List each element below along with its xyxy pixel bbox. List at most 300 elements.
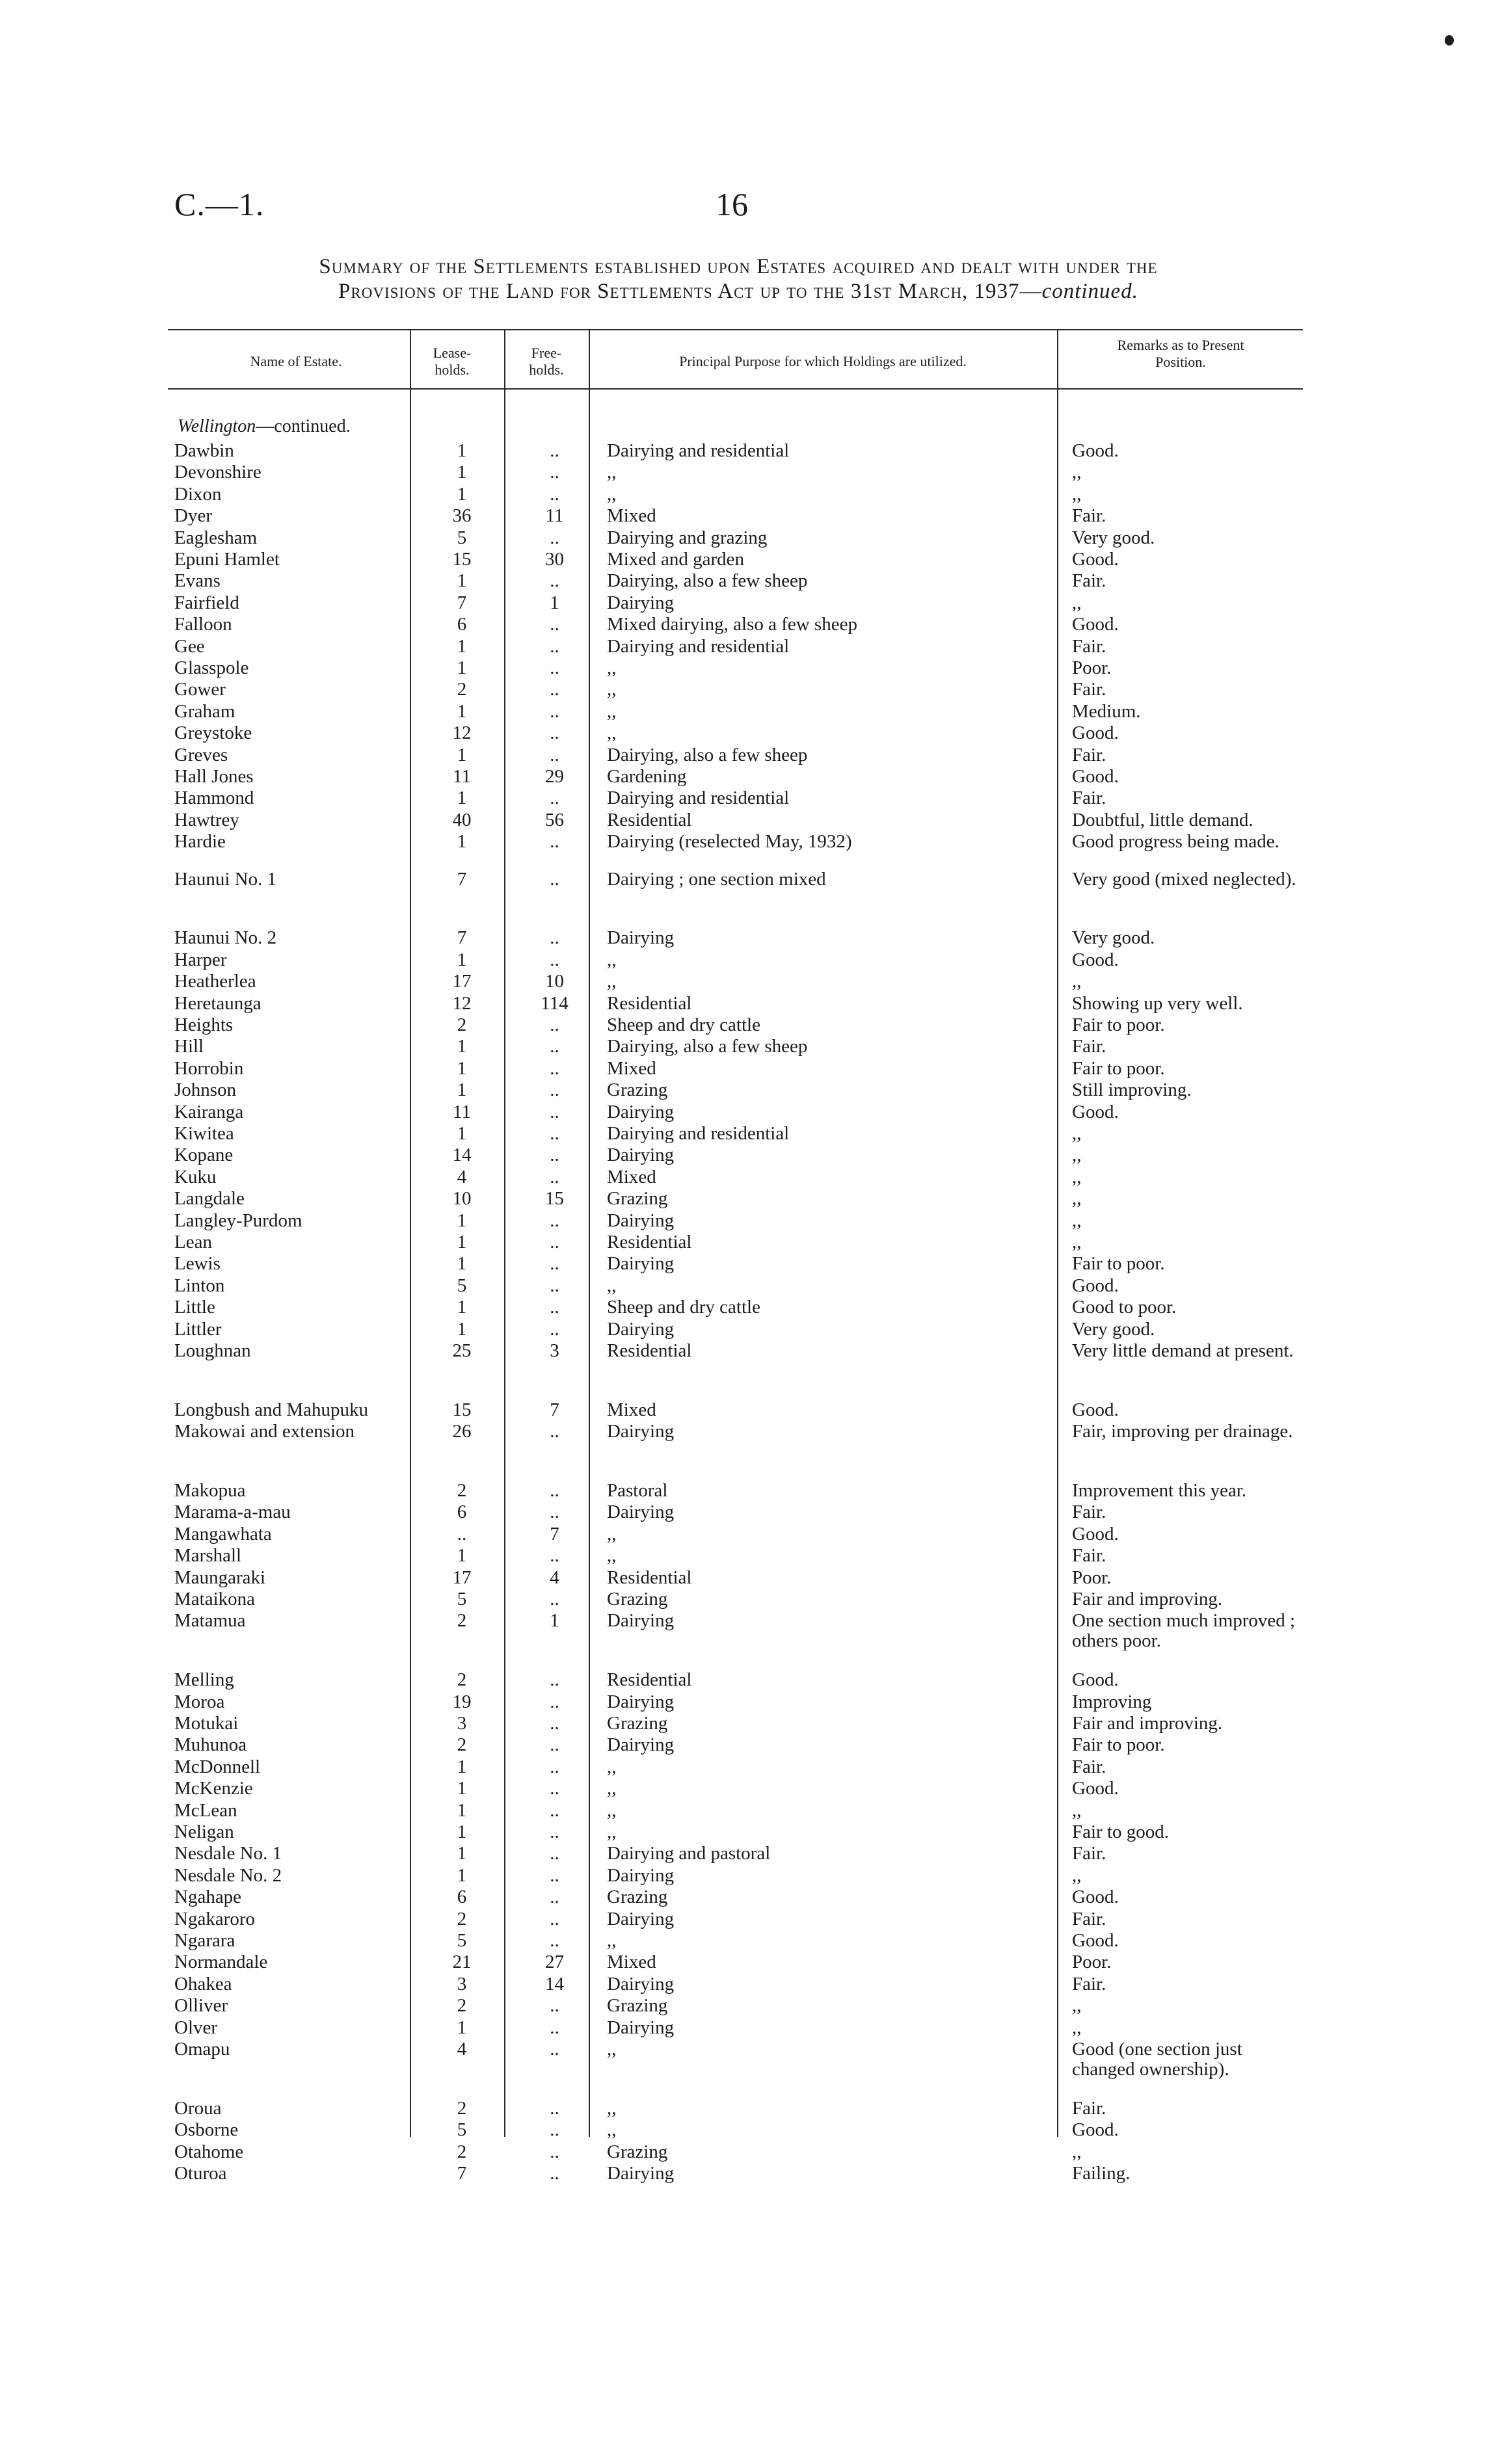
remarks: Fair. — [1072, 635, 1106, 657]
freeholds-count: .. — [550, 1275, 559, 1296]
leaseholds-count: 2 — [457, 1480, 467, 1501]
remarks: Fair. — [1072, 788, 1106, 809]
freeholds-count: .. — [550, 1318, 559, 1340]
remarks: Fair. — [1072, 1908, 1106, 1929]
remarks: ,, — [1072, 1210, 1082, 1231]
leaseholds-count: 10 — [452, 1188, 472, 1210]
remarks: Good. — [1072, 549, 1119, 570]
leaseholds-count: 1 — [457, 831, 467, 853]
estate-name: Heatherlea — [174, 971, 256, 992]
principal-purpose: Mixed — [607, 1399, 656, 1420]
freeholds-count: .. — [550, 657, 559, 678]
remarks: ,, — [1072, 2017, 1082, 2038]
remarks: Good. — [1072, 949, 1119, 970]
leaseholds-count: 1 — [457, 1253, 467, 1275]
freeholds-count: .. — [550, 1101, 559, 1122]
remarks: Good. — [1072, 1778, 1119, 1799]
leaseholds-count: 5 — [457, 527, 467, 548]
freeholds-count: 1 — [550, 1610, 559, 1632]
remarks: ,, — [1072, 483, 1082, 505]
estate-name: Graham — [174, 700, 235, 722]
remarks: Good progress being made. — [1072, 831, 1279, 853]
freeholds-count: .. — [550, 1232, 559, 1252]
remarks: One section much improved ; others poor. — [1072, 1610, 1296, 1652]
estate-name: Ngakaroro — [174, 1908, 256, 1929]
principal-purpose: Dairying — [607, 1734, 675, 1756]
leaseholds-count: 3 — [457, 1713, 467, 1734]
estate-name: Dyer — [174, 505, 212, 527]
principal-purpose: Dairying and pastoral — [607, 1843, 771, 1864]
freeholds-count: .. — [550, 1864, 559, 1886]
freeholds-count: .. — [550, 868, 559, 890]
principal-purpose: Dairying — [607, 1691, 675, 1712]
remarks: Very little demand at present. — [1072, 1340, 1294, 1361]
freeholds-count: .. — [550, 1887, 559, 1908]
principal-purpose: Grazing — [607, 1080, 668, 1101]
freeholds-count: .. — [550, 440, 559, 461]
leaseholds-count: 15 — [452, 549, 472, 570]
principal-purpose: Grazing — [607, 1713, 668, 1734]
ink-dot — [1445, 35, 1454, 46]
freeholds-count: .. — [550, 788, 559, 809]
remarks: Good. — [1072, 1275, 1119, 1296]
remarks: Good. — [1072, 1930, 1119, 1951]
section-heading — [178, 416, 351, 437]
estate-name: Moroa — [174, 1691, 225, 1712]
leaseholds-count: 1 — [457, 744, 467, 765]
remarks: Doubtful, little demand. — [1072, 809, 1253, 830]
principal-purpose: Grazing — [607, 1589, 668, 1610]
principal-purpose: Residential — [607, 1567, 692, 1588]
leaseholds-count: 1 — [457, 949, 467, 970]
column-header-freeholds: Free- holds. — [529, 345, 564, 378]
leaseholds-count: 1 — [457, 1036, 467, 1057]
estate-name: Glasspole — [174, 657, 249, 678]
freeholds-count: .. — [550, 2039, 559, 2060]
estate-name: Langdale — [174, 1188, 245, 1210]
freeholds-count: .. — [550, 483, 559, 505]
principal-purpose: Mixed — [607, 1166, 656, 1187]
estate-name: Harper — [174, 949, 227, 970]
remarks: ,, — [1072, 1995, 1082, 2017]
remarks: Improvement this year. — [1072, 1480, 1247, 1501]
remarks: Poor. — [1072, 1952, 1112, 1973]
principal-purpose: Mixed and garden — [607, 549, 744, 570]
leaseholds-count: 2 — [457, 1669, 467, 1691]
estate-name: Fairfield — [174, 592, 239, 613]
remarks: Fair to good. — [1072, 1822, 1170, 1842]
remarks: Fair and improving. — [1072, 1589, 1223, 1610]
remarks: Fair to poor. — [1072, 1014, 1165, 1035]
remarks: Medium. — [1072, 700, 1141, 722]
principal-purpose: Mixed dairying, also a few sheep — [607, 614, 857, 635]
principal-purpose: ,, — [607, 462, 617, 483]
remarks: Fair. — [1072, 1973, 1106, 1994]
freeholds-count: .. — [550, 1778, 559, 1799]
column-header-name: Name of Estate. — [250, 353, 342, 369]
column-divider-1 — [410, 329, 411, 2137]
freeholds-count: .. — [550, 1057, 559, 1079]
leaseholds-count: 4 — [457, 2039, 467, 2060]
leaseholds-count: 2 — [457, 2097, 467, 2119]
remarks: Still improving. — [1072, 1080, 1192, 1101]
leaseholds-count: 26 — [452, 1421, 472, 1442]
column-divider-3 — [589, 329, 590, 2137]
freeholds-count: 29 — [545, 766, 564, 787]
principal-purpose: Dairying ; one section mixed — [607, 868, 826, 890]
freeholds-count: .. — [550, 635, 559, 657]
leaseholds-count: 1 — [457, 1232, 467, 1252]
estate-name: Littler — [174, 1318, 222, 1340]
estate-name: Devonshire — [174, 462, 261, 483]
remarks: Good. — [1072, 766, 1119, 787]
remarks: ,, — [1072, 1232, 1082, 1252]
remarks: Fair to poor. — [1072, 1057, 1165, 1079]
remarks: Fair. — [1072, 1502, 1106, 1523]
estate-name: Greves — [174, 744, 228, 765]
estate-name: Heretaunga — [174, 992, 261, 1014]
freeholds-count: .. — [550, 527, 559, 548]
freeholds-count: .. — [550, 831, 559, 853]
remarks: Good. — [1072, 1101, 1119, 1122]
leaseholds-count: 1 — [457, 2017, 467, 2038]
principal-purpose: Dairying — [607, 1864, 675, 1886]
principal-purpose: Dairying — [607, 1210, 675, 1231]
remarks: Good (one section just changed ownership). — [1072, 2039, 1242, 2080]
principal-purpose: Dairying and residential — [607, 1123, 790, 1144]
leaseholds-count: 12 — [452, 722, 472, 744]
remarks: Fair. — [1072, 505, 1106, 527]
remarks: Fair. — [1072, 1545, 1106, 1567]
freeholds-count: 10 — [545, 971, 564, 992]
freeholds-count: .. — [550, 1799, 559, 1821]
freeholds-count: 4 — [550, 1567, 559, 1588]
principal-purpose: ,, — [607, 2097, 617, 2119]
estate-name: Maungaraki — [174, 1567, 266, 1588]
leaseholds-count: 12 — [452, 992, 472, 1014]
freeholds-count: 15 — [545, 1188, 564, 1210]
estate-name: Gee — [174, 635, 205, 657]
leaseholds-count: 1 — [457, 700, 467, 722]
freeholds-count: .. — [550, 1080, 559, 1101]
principal-purpose: Sheep and dry cattle — [607, 1014, 760, 1035]
remarks: Good. — [1072, 1523, 1119, 1544]
freeholds-count: .. — [550, 1036, 559, 1057]
leaseholds-count: 6 — [457, 614, 467, 635]
page-number: 16 — [716, 186, 748, 222]
estate-name: McKenzie — [174, 1778, 253, 1799]
estate-name: Ngahape — [174, 1887, 242, 1908]
column-header-leaseholds: Lease- holds. — [433, 345, 472, 378]
remarks: Fair. — [1072, 744, 1106, 765]
estate-name: Little — [174, 1297, 215, 1318]
principal-purpose: Grazing — [607, 2141, 668, 2162]
remarks: ,, — [1072, 592, 1082, 613]
column-divider-4 — [1057, 329, 1058, 2137]
leaseholds-count: 7 — [457, 927, 467, 949]
principal-purpose: ,, — [607, 971, 617, 992]
estate-name: Horrobin — [174, 1057, 244, 1079]
leaseholds-count: 17 — [452, 1567, 472, 1588]
estate-name: Motukai — [174, 1713, 239, 1734]
remarks: Very good. — [1072, 1318, 1155, 1340]
leaseholds-count: 6 — [457, 1502, 467, 1523]
remarks: Good to poor. — [1072, 1297, 1177, 1318]
estate-name: Hawtrey — [174, 809, 239, 830]
freeholds-count: .. — [550, 1123, 559, 1144]
remarks: Showing up very well. — [1072, 992, 1243, 1014]
estate-name: Osborne — [174, 2119, 239, 2141]
leaseholds-count: 11 — [453, 1101, 471, 1122]
leaseholds-count: 1 — [457, 1864, 467, 1886]
principal-purpose: Dairying — [607, 1502, 675, 1523]
estate-name: Matamua — [174, 1610, 246, 1632]
freeholds-count: .. — [550, 1014, 559, 1035]
estate-name: Nesdale No. 1 — [174, 1843, 282, 1864]
leaseholds-count: 1 — [457, 1545, 467, 1567]
estate-name: Makopua — [174, 1480, 246, 1501]
estate-name: Normandale — [174, 1952, 268, 1973]
estate-name: Omapu — [174, 2039, 230, 2060]
freeholds-count: .. — [550, 2017, 559, 2038]
leaseholds-count: 1 — [457, 1297, 467, 1318]
estate-name: McLean — [174, 1799, 237, 1821]
principal-purpose: Dairying — [607, 1973, 675, 1994]
principal-purpose: ,, — [607, 483, 617, 505]
leaseholds-count: 1 — [457, 1057, 467, 1079]
leaseholds-count: 1 — [457, 570, 467, 592]
estate-name: Johnson — [174, 1080, 237, 1101]
principal-purpose: Dairying — [607, 2163, 675, 2184]
leaseholds-count: 4 — [457, 1166, 467, 1187]
leaseholds-count: 2 — [457, 1610, 467, 1632]
principal-purpose: ,, — [607, 1275, 617, 1296]
leaseholds-count: 7 — [457, 2163, 467, 2184]
freeholds-count: .. — [550, 927, 559, 949]
estate-name: Muhunoa — [174, 1734, 247, 1756]
estate-name: Dawbin — [174, 440, 234, 461]
leaseholds-count: 7 — [457, 592, 467, 613]
remarks: ,, — [1072, 1145, 1082, 1166]
principal-purpose: Dairying, also a few sheep — [607, 744, 808, 765]
section-suffix: —continued. — [256, 416, 351, 436]
principal-purpose: Dairying — [607, 1908, 675, 1929]
freeholds-count: .. — [550, 2141, 559, 2162]
freeholds-count: .. — [550, 1930, 559, 1951]
leaseholds-count: 19 — [452, 1691, 472, 1712]
remarks: Poor. — [1072, 657, 1112, 678]
leaseholds-count: 1 — [457, 1799, 467, 1821]
freeholds-count: 56 — [545, 809, 564, 830]
estate-name: Oturoa — [174, 2163, 227, 2184]
estate-name: Mangawhata — [174, 1523, 272, 1544]
estate-name: Langley-Purdom — [174, 1210, 302, 1231]
principal-purpose: Dairying, also a few sheep — [607, 570, 808, 592]
freeholds-count: .. — [550, 1253, 559, 1275]
freeholds-count: .. — [550, 1756, 559, 1777]
remarks: ,, — [1072, 462, 1082, 483]
remarks: Fair. — [1072, 1843, 1106, 1864]
principal-purpose: Grazing — [607, 1887, 668, 1908]
estate-name: Kopane — [174, 1145, 234, 1166]
freeholds-count: .. — [550, 1822, 559, 1842]
leaseholds-count: 1 — [457, 1080, 467, 1101]
freeholds-count: .. — [550, 949, 559, 970]
estate-name: Longbush and Mahupuku — [174, 1399, 369, 1420]
freeholds-count: .. — [550, 1589, 559, 1610]
remarks: ,, — [1072, 971, 1082, 992]
principal-purpose: Residential — [607, 1669, 692, 1691]
leaseholds-count: 14 — [452, 1145, 472, 1166]
freeholds-count: .. — [550, 1995, 559, 2017]
freeholds-count: .. — [550, 1480, 559, 1501]
freeholds-count: 14 — [545, 1973, 564, 1994]
title-line-2-text: Provisions of the Land for Settlements Act up to the 31st March, 1937— — [338, 280, 1042, 303]
estate-name: Kuku — [174, 1166, 217, 1187]
freeholds-count: 114 — [541, 992, 569, 1014]
freeholds-count: .. — [550, 700, 559, 722]
remarks: ,, — [1072, 1864, 1082, 1886]
freeholds-count: .. — [550, 1297, 559, 1318]
principal-purpose: Dairying and residential — [607, 788, 790, 809]
estate-name: Ohakea — [174, 1973, 232, 1994]
freeholds-count: .. — [550, 614, 559, 635]
remarks: Fair. — [1072, 679, 1106, 700]
remarks: Fair. — [1072, 2097, 1106, 2119]
leaseholds-count: 6 — [457, 1887, 467, 1908]
leaseholds-count: 2 — [457, 679, 467, 700]
estate-name: McDonnell — [174, 1756, 261, 1777]
leaseholds-count: 1 — [457, 483, 467, 505]
principal-purpose: ,, — [607, 679, 617, 700]
estate-name: Loughnan — [174, 1340, 251, 1361]
estate-name: Kiwitea — [174, 1123, 234, 1144]
leaseholds-count: 2 — [457, 1734, 467, 1756]
remarks: Good. — [1072, 614, 1119, 635]
estate-name: Marama-a-mau — [174, 1502, 291, 1523]
leaseholds-count: 40 — [452, 809, 472, 830]
leaseholds-count: 15 — [452, 1399, 472, 1420]
estate-name: Dixon — [174, 483, 222, 505]
principal-purpose: ,, — [607, 1756, 617, 1777]
principal-purpose: Dairying (reselected May, 1932) — [607, 831, 852, 853]
estate-name: Marshall — [174, 1545, 242, 1567]
principal-purpose: Dairying, also a few sheep — [607, 1036, 808, 1057]
principal-purpose: ,, — [607, 1778, 617, 1799]
estate-name: Haunui No. 2 — [174, 927, 277, 949]
leaseholds-count: .. — [457, 1523, 467, 1544]
freeholds-count: .. — [550, 1421, 559, 1442]
remarks: Good. — [1072, 2119, 1119, 2141]
remarks: Improving — [1072, 1691, 1152, 1712]
principal-purpose: ,, — [607, 700, 617, 722]
document-title-line-1: Summary of the Settlements established upon Estates acquired and dealt with under the — [319, 255, 1158, 278]
principal-purpose: ,, — [607, 2119, 617, 2141]
estate-name: Melling — [174, 1669, 234, 1691]
estate-name: Hardie — [174, 831, 226, 853]
leaseholds-count: 1 — [457, 635, 467, 657]
leaseholds-count: 1 — [457, 1778, 467, 1799]
principal-purpose: Sheep and dry cattle — [607, 1297, 760, 1318]
remarks: Fair to poor. — [1072, 1253, 1165, 1275]
freeholds-count: .. — [550, 2163, 559, 2184]
estate-name: Epuni Hamlet — [174, 549, 280, 570]
remarks: Good. — [1072, 1399, 1119, 1420]
freeholds-count: .. — [550, 1713, 559, 1734]
leaseholds-count: 1 — [457, 1123, 467, 1144]
freeholds-count: 3 — [550, 1340, 559, 1361]
freeholds-count: .. — [550, 1908, 559, 1929]
freeholds-count: .. — [550, 570, 559, 592]
freeholds-count: .. — [550, 1843, 559, 1864]
principal-purpose: Mixed — [607, 505, 656, 527]
estate-name: Hall Jones — [174, 766, 254, 787]
principal-purpose: Dairying and residential — [607, 635, 790, 657]
freeholds-count: .. — [550, 744, 559, 765]
leaseholds-count: 2 — [457, 1995, 467, 2017]
estate-name: Greystoke — [174, 722, 252, 744]
freeholds-count: .. — [550, 1502, 559, 1523]
principal-purpose: Dairying and residential — [607, 440, 790, 461]
freeholds-count: .. — [550, 1691, 559, 1712]
remarks: Very good. — [1072, 527, 1155, 548]
leaseholds-count: 5 — [457, 1275, 467, 1296]
leaseholds-count: 5 — [457, 1589, 467, 1610]
freeholds-count: .. — [550, 1734, 559, 1756]
estate-name: Ngarara — [174, 1930, 235, 1951]
principal-purpose: Dairying — [607, 927, 675, 949]
leaseholds-count: 1 — [457, 440, 467, 461]
estate-name: Evans — [174, 570, 221, 592]
leaseholds-count: 21 — [452, 1952, 472, 1973]
estate-name: Haunui No. 1 — [174, 868, 277, 890]
principal-purpose: ,, — [607, 1523, 617, 1544]
freeholds-count: .. — [550, 722, 559, 744]
principal-purpose: ,, — [607, 949, 617, 970]
principal-purpose: ,, — [607, 1930, 617, 1951]
freeholds-count: 7 — [550, 1523, 559, 1544]
freeholds-count: .. — [550, 2097, 559, 2119]
principal-purpose: ,, — [607, 1822, 617, 1842]
remarks: Fair to poor. — [1072, 1734, 1165, 1756]
estate-name: Eaglesham — [174, 527, 258, 548]
leaseholds-count: 17 — [452, 971, 472, 992]
estate-name: Makowai and extension — [174, 1421, 355, 1442]
leaseholds-count: 1 — [457, 462, 467, 483]
principal-purpose: ,, — [607, 1799, 617, 1821]
leaseholds-count: 1 — [457, 1756, 467, 1777]
estate-name: Hammond — [174, 788, 254, 809]
column-divider-2 — [504, 329, 505, 2137]
principal-purpose: Grazing — [607, 1995, 668, 2017]
estate-name: Linton — [174, 1275, 225, 1296]
leaseholds-count: 3 — [457, 1973, 467, 1994]
remarks: Very good (mixed neglected). — [1072, 868, 1296, 890]
principal-purpose: Gardening — [607, 766, 687, 787]
remarks: ,, — [1072, 2141, 1082, 2162]
principal-purpose: Dairying — [607, 1421, 675, 1442]
principal-purpose: ,, — [607, 722, 617, 744]
remarks: ,, — [1072, 1799, 1082, 1821]
principal-purpose: Dairying — [607, 1253, 675, 1275]
freeholds-count: 1 — [550, 592, 559, 613]
freeholds-count: 11 — [545, 505, 564, 527]
leaseholds-count: 1 — [457, 788, 467, 809]
principal-purpose: ,, — [607, 2039, 617, 2060]
remarks: Fair and improving. — [1072, 1713, 1223, 1734]
freeholds-count: 7 — [550, 1399, 559, 1420]
estate-name: Nesdale No. 2 — [174, 1864, 282, 1886]
